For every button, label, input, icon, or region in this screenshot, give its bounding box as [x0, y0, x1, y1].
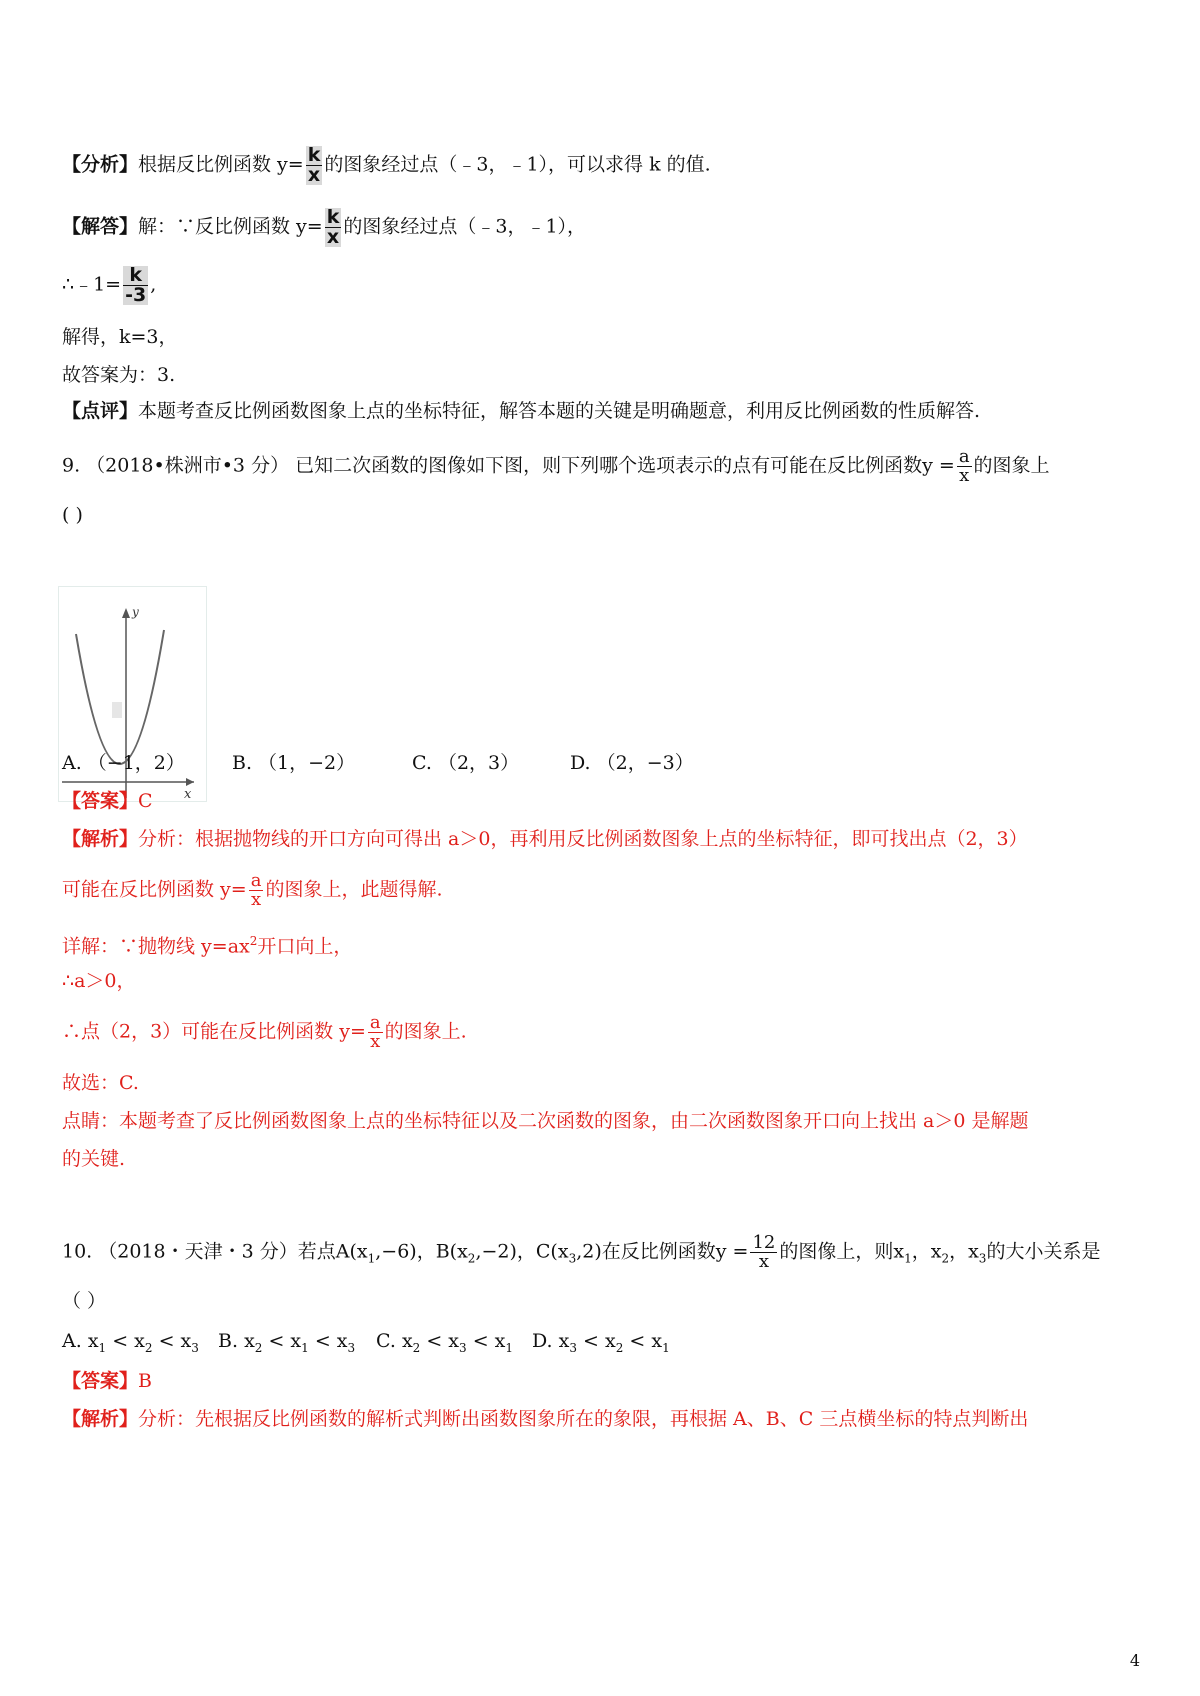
analysis-line: 【分析】根据反比例函数 y= $\frac{k}{x}$ 的图象经过点（﹣3，﹣1），可以求得 k 的值. — [62, 144, 711, 186]
analysis-tag: 【解析】 — [62, 1408, 139, 1430]
option-b: B. （1，−2） — [232, 752, 356, 774]
question-9-analysis-cont: 可能在反比例函数 y= $\frac{a}{x}$ 的图象上，此题得解. — [62, 870, 443, 910]
fraction: $\frac{k}{-3}$ — [125, 264, 147, 306]
fraction: $\frac{k}{x}$ — [307, 144, 321, 186]
fraction: $\frac{a}{x}$ — [958, 446, 970, 486]
solution-tag: 【解答】 — [62, 215, 139, 238]
fraction: $\frac{12}{x}$ — [752, 1232, 776, 1272]
question-9-comment-1: 点睛：本题考查了反比例函数图象上点的坐标特征以及二次函数的图象，由二次函数图象开口向上找出 a＞0 是解题 — [62, 1110, 1029, 1132]
option-c: C. （2，3） — [412, 752, 520, 774]
option-c: C. $x_2 < x_3 < x_1$ — [376, 1330, 514, 1355]
question-9-detail: 详解：∵抛物线 $y=ax^2$开口向上， — [62, 934, 353, 958]
question-10-analysis: 【解析】分析：先根据反比例函数的解析式判断出函数图象所在的象限，再根据 A、B、C 三点横坐标的特点判断出 — [62, 1408, 1029, 1430]
question-9-analysis: 【解析】分析：根据抛物线的开口方向可得出 a＞0，再利用反比例函数图象上点的坐标特征，即可找出点（2，3） — [62, 828, 1028, 850]
question-9-comment-2: 的关键. — [62, 1148, 126, 1170]
fraction: $\frac{a}{x}$ — [250, 870, 262, 910]
question-10-answer: 【答案】B — [62, 1370, 152, 1392]
question-10-paren: （ ） — [62, 1290, 107, 1312]
option-b: B. $x_2 < x_1 < x_3$ — [218, 1330, 356, 1355]
solve-line: 解得，k=3， — [62, 326, 178, 348]
fraction: $\frac{a}{x}$ — [369, 1012, 381, 1052]
y-axis-label: y — [132, 605, 139, 619]
step-line: ∴﹣1= $\frac{k}{-3}$ , — [62, 264, 157, 306]
analysis-tag: 【解析】 — [62, 828, 139, 850]
answer-tag: 【答案】 — [62, 790, 139, 812]
question-9-answer: 【答案】C — [62, 790, 153, 812]
final-answer-line: 故答案为：3. — [62, 364, 176, 386]
option-d: D. （2，−3） — [570, 752, 694, 774]
question-9-therefore-2: ∴点（2，3）可能在反比例函数 y= $\frac{a}{x}$ 的图象上. — [62, 1012, 467, 1052]
analysis-tag: 【分析】 — [62, 153, 139, 176]
question-10-options — [62, 1326, 670, 1363]
fraction: $\frac{k}{x}$ — [326, 206, 340, 248]
question-10-stem: 10. （2018・天津・3 分）若点$A(x_1,-6)$，$B(x_2,-2)$，$C(x_3,2)$在反比例函数y = $\frac{12}{x}$ 的图像上，则$x_1$，$x_2$，$x_3$的大小关系是 — [62, 1232, 1101, 1272]
question-9-options — [62, 748, 694, 778]
question-9-paren: ( ) — [62, 504, 83, 526]
solution-line: 【解答】解：∵反比例函数 y= $\frac{k}{x}$ 的图象经过点（﹣3，﹣1）， — [62, 206, 587, 248]
option-d: D. $x_3 < x_2 < x_1$ — [532, 1330, 670, 1355]
answer-tag: 【答案】 — [62, 1370, 139, 1392]
option-a: A. （−1，2） — [62, 752, 185, 774]
question-9-stem: 9. （2018•株洲市•3 分） 已知二次函数的图像如下图，则下列哪个选项表示的点有可能在反比例函数y = $\frac{a}{x}$ 的图象上 — [62, 446, 1050, 486]
comment-tag: 【点评】 — [62, 400, 139, 422]
question-9-choose: 故选：C. — [62, 1072, 139, 1094]
option-a: A. $x_1 < x_2 < x_3$ — [62, 1330, 199, 1355]
comment-line: 【点评】本题考查反比例函数图象上点的坐标特征，解答本题的关键是明确题意，利用反比例函数的性质解答. — [62, 400, 981, 422]
x-axis-label: x — [184, 787, 192, 802]
question-9-therefore-1: ∴a＞0， — [62, 970, 136, 992]
page-number: 4 — [1129, 1651, 1140, 1670]
smudge — [112, 702, 122, 718]
